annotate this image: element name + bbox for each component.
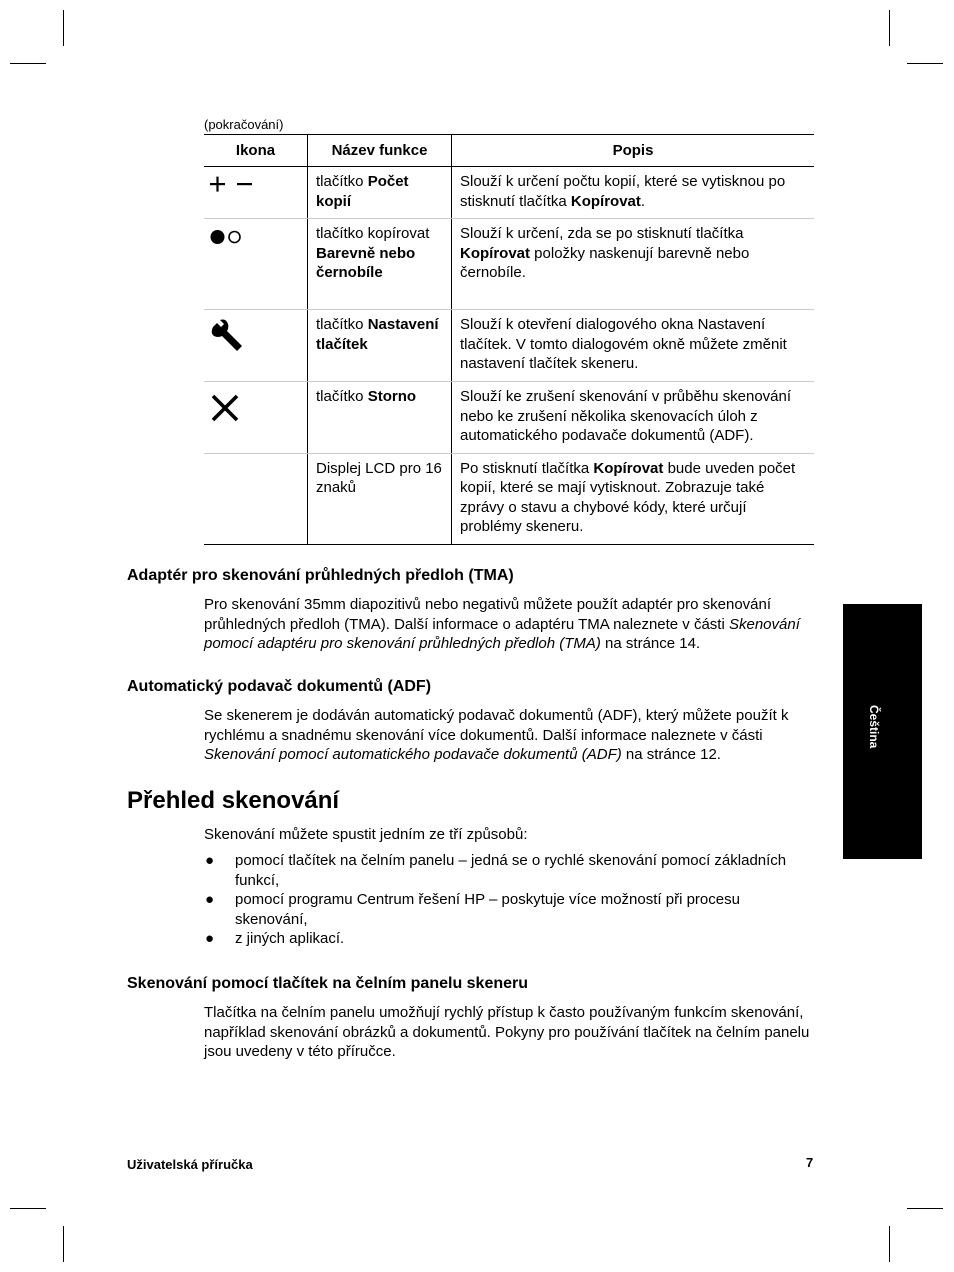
- icon-cell: [204, 167, 308, 219]
- crop-mark: [10, 63, 46, 64]
- icon-cell: [204, 382, 308, 454]
- language-tab: [843, 604, 922, 859]
- page-number: 7: [806, 1155, 814, 1170]
- list-item: ● pomocí tlačítek na čelním panelu – jedná se o rychlé skenování pomocí základních funkcí,: [205, 852, 787, 889]
- icon-cell: [204, 219, 308, 310]
- crop-mark: [907, 1208, 943, 1209]
- table-row: [204, 453, 814, 544]
- header-name: Název funkce: [308, 135, 452, 167]
- adf-paragraph: Se skenerem je dodáván automatický podavač dokumentů (ADF), který můžete použít k rychlému a snadnému skenování více dokumentů. Další informace naleznete v části Skenování pomocí automatického podavače dokumentů (ADF) na stránce 12.: [204, 707, 789, 763]
- list-item: ● z jiných aplikací.: [205, 930, 345, 947]
- function-table: [204, 134, 814, 545]
- tma-heading: Adaptér pro skenování průhledných předloh (TMA): [127, 567, 514, 584]
- function-name: tlačítko Nastavení tlačítek: [308, 310, 452, 382]
- function-name: Displej LCD pro 16 znaků: [308, 453, 452, 544]
- page-title: Přehled skenování: [127, 787, 340, 814]
- tma-paragraph: Pro skenování 35mm diapozitivů nebo negativů můžete použít adaptér pro skenování průhledných předloh (TMA). Další informace o adaptéru TMA naleznete v části Skenování pomocí adaptéru pro skenování průhledných předloh (TMA) na stránce 14.: [204, 596, 800, 652]
- header-description: Popis: [452, 135, 815, 167]
- function-name: tlačítko kopírovat Barevně nebo černobíle: [308, 219, 452, 310]
- footer-title: Uživatelská příručka: [127, 1157, 253, 1172]
- adf-link-text: Skenování pomocí automatického podavače dokumentů (ADF): [204, 746, 622, 763]
- crop-mark: [907, 63, 943, 64]
- tma-link-text: Skenování pomocí adaptéru pro skenování průhledných předloh (TMA): [204, 615, 800, 652]
- function-name: tlačítko Počet kopií: [308, 167, 452, 219]
- table-row: [204, 382, 814, 454]
- icon-cell: [204, 453, 308, 544]
- function-description: Po stisknutí tlačítka Kopírovat bude uveden počet kopií, které se mají vytisknout. Zobrazuje také zprávy o stavu a chybové kódy, které určují problémy skeneru.: [452, 453, 815, 544]
- icon-cell: [204, 310, 308, 382]
- crop-mark: [63, 10, 64, 46]
- adf-heading: Automatický podavač dokumentů (ADF): [127, 678, 432, 695]
- front-panel-paragraph: Tlačítka na čelním panelu umožňují rychlý přístup k často používaným funkcím skenování, například skenování obrázků a dokumentů. Pokyny pro používání tlačítek na čelním panelu jsou uvedeny v této příručce.: [204, 1004, 810, 1060]
- front-panel-heading: Skenování pomocí tlačítek na čelním panelu skeneru: [127, 975, 529, 992]
- table-header-row: [204, 135, 814, 167]
- wrench-icon: [210, 319, 244, 359]
- plus-minus-icon: [210, 176, 256, 200]
- function-description: Slouží k určení počtu kopií, které se vytisknou po stisknutí tlačítka Kopírovat.: [452, 167, 815, 219]
- color-bw-icon: [210, 229, 244, 251]
- function-description: Slouží k otevření dialogového okna Nastavení tlačítek. V tomto dialogovém okně můžete změnit nastavení tlačítek skeneru.: [452, 310, 815, 382]
- overview-intro: Skenování můžete spustit jedním ze tří způsobů:: [204, 826, 528, 843]
- language-tab-label: Čeština: [867, 705, 881, 749]
- table-row: [204, 167, 814, 219]
- table-row: [204, 219, 814, 310]
- crop-mark: [889, 1226, 890, 1262]
- list-item: ● pomocí programu Centrum řešení HP – poskytuje více možností při procesu skenování,: [205, 891, 740, 928]
- function-name: tlačítko Storno: [308, 382, 452, 454]
- continued-label: (pokračování): [204, 117, 284, 132]
- crop-mark: [63, 1226, 64, 1262]
- function-description: Slouží ke zrušení skenování v průběhu skenování nebo ke zrušení několika skenovacích úloh z automatického podavače dokumentů (ADF).: [452, 382, 815, 454]
- overview-list: [204, 851, 814, 949]
- cancel-x-icon: [210, 393, 240, 429]
- function-description: Slouží k určení, zda se po stisknutí tlačítka Kopírovat položky naskenují barevně nebo černobíle.: [452, 219, 815, 310]
- table-row: [204, 310, 814, 382]
- crop-mark: [10, 1208, 46, 1209]
- crop-mark: [889, 10, 890, 46]
- header-icon: Ikona: [204, 135, 308, 167]
